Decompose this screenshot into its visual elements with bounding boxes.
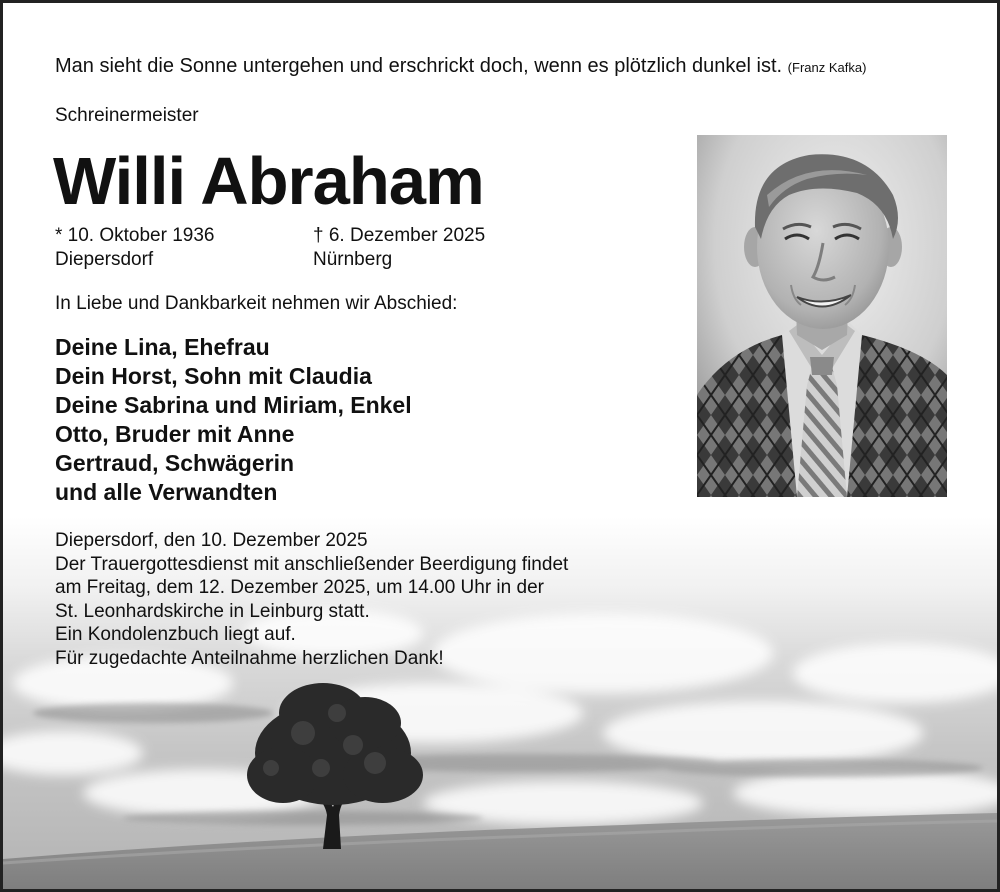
birth-place: Diepersdorf xyxy=(55,249,154,270)
mourner-item: und alle Verwandten xyxy=(55,479,278,505)
notice-line: St. Leonhardskirche in Leinburg statt. xyxy=(55,600,370,622)
mourner-item: Otto, Bruder mit Anne xyxy=(55,421,295,447)
mourner-item: Gertraud, Schwägerin xyxy=(55,450,295,476)
notice-line: am Freitag, dem 12. Dezember 2025, um 14.00 Uhr in der xyxy=(55,577,544,598)
mourners-list xyxy=(55,333,412,507)
funeral-notice xyxy=(55,529,568,670)
death-date: † 6. Dezember 2025 xyxy=(313,225,486,246)
farewell-intro: In Liebe und Dankbarkeit nehmen wir Abschied: xyxy=(55,293,458,314)
notice-line: Ein Kondolenzbuch liegt auf. xyxy=(55,624,296,645)
death-info xyxy=(313,224,485,272)
notice-line: Der Trauergottesdienst mit anschließender Beerdigung findet xyxy=(55,553,569,575)
birth-info xyxy=(55,224,215,272)
notice-line: Für zugedachte Anteilnahme herzlichen Dank! xyxy=(55,647,444,669)
death-place: Nürnberg xyxy=(313,249,393,270)
quote-text: Man sieht die Sonne untergehen und erschrickt doch, wenn es plötzlich dunkel ist. xyxy=(55,55,783,77)
deceased-name: Willi Abraham xyxy=(53,144,484,219)
kafka-quote xyxy=(55,55,866,78)
mourner-item: Dein Horst, Sohn mit Claudia xyxy=(55,363,372,389)
occupation-title: Schreinermeister xyxy=(55,105,199,126)
quote-author: (Franz Kafka) xyxy=(787,60,867,75)
mourner-item: Deine Sabrina und Miriam, Enkel xyxy=(55,392,412,418)
notice-line: Diepersdorf, den 10. Dezember 2025 xyxy=(55,530,368,551)
portrait-photo xyxy=(697,135,947,497)
mourner-item: Deine Lina, Ehefrau xyxy=(55,334,270,360)
birth-date: * 10. Oktober 1936 xyxy=(55,225,215,246)
